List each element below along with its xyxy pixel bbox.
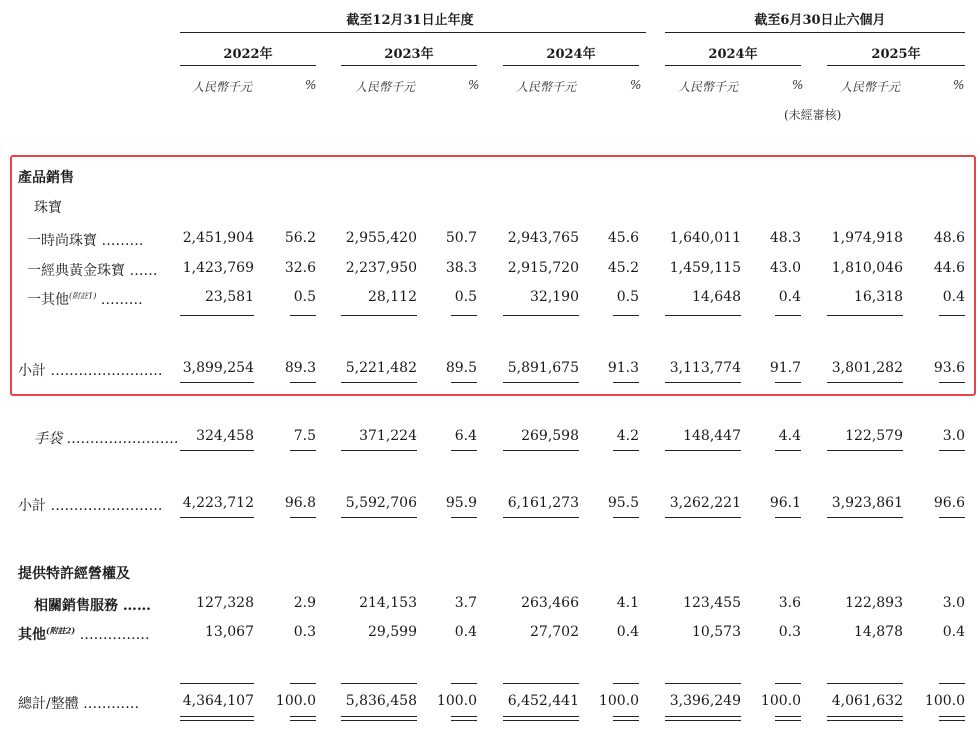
table-cell: 95.9 xyxy=(445,495,477,511)
table-cell: 3,899,254 xyxy=(182,360,254,376)
year-rule xyxy=(665,65,801,66)
rule xyxy=(939,517,965,518)
table-cell: 16,318 xyxy=(854,289,903,305)
table-cell: 100.0 xyxy=(275,693,316,709)
double-rule xyxy=(665,716,741,721)
rule xyxy=(827,315,903,316)
rule xyxy=(341,315,417,316)
unit-pct: % xyxy=(953,78,965,92)
table-cell: 269,598 xyxy=(521,428,579,444)
rule xyxy=(665,315,741,316)
table-cell: 38.3 xyxy=(445,260,477,276)
rule xyxy=(613,683,639,684)
row-label-related-services: 相關銷售服務 …… xyxy=(34,598,151,614)
table-cell: 100.0 xyxy=(760,693,801,709)
table-cell: 2,955,420 xyxy=(345,230,417,246)
rule xyxy=(290,382,316,383)
table-cell: 263,466 xyxy=(521,595,579,611)
table-cell: 4,364,107 xyxy=(182,693,254,709)
table-cell: 3.0 xyxy=(942,428,965,444)
rule xyxy=(613,517,639,518)
double-rule xyxy=(341,716,417,721)
table-cell: 3,262,221 xyxy=(669,495,741,511)
table-cell: 56.2 xyxy=(284,230,316,246)
rule xyxy=(290,517,316,518)
rule xyxy=(503,517,579,518)
table-cell: 48.3 xyxy=(769,230,801,246)
table-cell: 122,893 xyxy=(845,595,903,611)
table-cell: 5,221,482 xyxy=(345,360,417,376)
unit-rmb: 人民幣千元 xyxy=(192,80,253,94)
table-cell: 127,328 xyxy=(196,595,254,611)
row-label-handbags: 手袋 …………………… xyxy=(34,431,179,447)
table-cell: 2.9 xyxy=(293,595,316,611)
rule xyxy=(180,450,254,451)
unit-rmb: 人民幣千元 xyxy=(840,80,901,94)
rule xyxy=(180,517,254,518)
rule xyxy=(613,382,639,383)
row-label-classic-gold: 一經典黃金珠寶 …… xyxy=(27,263,158,279)
table-cell: 0.4 xyxy=(616,624,639,640)
rule xyxy=(775,315,801,316)
row-label-subtotal-2: 小計 …………………… xyxy=(18,498,163,514)
table-cell: 0.5 xyxy=(616,289,639,305)
rule xyxy=(180,382,254,383)
table-cell: 122,579 xyxy=(845,428,903,444)
note-1: (附註1) xyxy=(69,291,97,301)
table-cell: 13,067 xyxy=(205,624,254,640)
table-cell: 93.6 xyxy=(933,360,965,376)
table-cell: 5,891,675 xyxy=(507,360,579,376)
table-cell: 6,161,273 xyxy=(507,495,579,511)
rule xyxy=(939,450,965,451)
table-cell: 3.6 xyxy=(778,595,801,611)
table-cell: 6.4 xyxy=(454,428,477,444)
rule xyxy=(613,315,639,316)
unit-rmb: 人民幣千元 xyxy=(355,80,416,94)
table-cell: 96.8 xyxy=(284,495,316,511)
double-rule xyxy=(290,716,316,721)
row-label-total: 總計/整體 ………… xyxy=(18,696,140,712)
row-label-franchise: 提供特許經營權及 xyxy=(18,566,130,582)
table-cell: 148,447 xyxy=(683,428,741,444)
rule xyxy=(451,315,477,316)
row-label-subtotal-1: 小計 …………………… xyxy=(18,363,163,379)
rule xyxy=(939,683,965,684)
rule xyxy=(827,683,903,684)
table-cell: 214,153 xyxy=(359,595,417,611)
rule xyxy=(290,315,316,316)
table-cell: 10,573 xyxy=(692,624,741,640)
table-cell: 5,592,706 xyxy=(345,495,417,511)
rule xyxy=(451,517,477,518)
table-cell: 29,599 xyxy=(368,624,417,640)
table-cell: 0.5 xyxy=(454,289,477,305)
year-rule xyxy=(180,65,316,66)
double-rule xyxy=(451,716,477,721)
table-cell: 4,223,712 xyxy=(182,495,254,511)
rule xyxy=(290,683,316,684)
note-2: (附註2) xyxy=(46,625,76,636)
year-2024: 2024年 xyxy=(546,47,596,62)
double-rule xyxy=(827,716,903,721)
table-cell: 371,224 xyxy=(359,428,417,444)
rule xyxy=(180,683,254,684)
table-cell: 3,801,282 xyxy=(831,360,903,376)
table-cell: 3,396,249 xyxy=(669,693,741,709)
rule xyxy=(613,450,639,451)
table-cell: 3,113,774 xyxy=(669,360,741,376)
unit-pct: % xyxy=(305,78,317,92)
rule xyxy=(503,315,579,316)
table-cell: 0.3 xyxy=(778,624,801,640)
table-cell: 27,702 xyxy=(530,624,579,640)
table-cell: 45.6 xyxy=(607,230,639,246)
table-cell: 28,112 xyxy=(368,289,417,305)
table-cell: 100.0 xyxy=(924,693,965,709)
table-cell: 50.7 xyxy=(445,230,477,246)
rule xyxy=(827,382,903,383)
year-rule xyxy=(827,65,965,66)
table-cell: 45.2 xyxy=(607,260,639,276)
rule xyxy=(827,517,903,518)
table-cell: 23,581 xyxy=(205,289,254,305)
row-label-others-1: 一其他$^{(附註1)}$ ……… xyxy=(27,291,143,308)
table-cell: 4,061,632 xyxy=(831,693,903,709)
table-cell: 0.4 xyxy=(454,624,477,640)
rule xyxy=(665,450,741,451)
rule xyxy=(451,683,477,684)
unit-pct: % xyxy=(630,78,642,92)
rule xyxy=(827,450,903,451)
rule xyxy=(451,450,477,451)
table-cell: 96.1 xyxy=(769,495,801,511)
table-cell: 91.3 xyxy=(607,360,639,376)
table-cell: 100.0 xyxy=(436,693,477,709)
table-cell: 0.4 xyxy=(942,289,965,305)
row-label-fashion-jewelry: 一時尚珠寶 ……… xyxy=(27,233,144,249)
rule xyxy=(665,517,741,518)
table-cell: 32.6 xyxy=(284,260,316,276)
year-2022: 2022年 xyxy=(223,47,273,62)
row-label-product-sales: 產品銷售 xyxy=(18,170,74,186)
rule xyxy=(775,450,801,451)
table-cell: 1,974,918 xyxy=(831,230,903,246)
double-rule xyxy=(939,716,965,721)
rule xyxy=(341,382,417,383)
table-cell: 7.5 xyxy=(293,428,316,444)
table-cell: 2,943,765 xyxy=(507,230,579,246)
double-rule xyxy=(613,716,639,721)
double-rule xyxy=(180,716,254,721)
table-cell: 48.6 xyxy=(933,230,965,246)
table-cell: 14,878 xyxy=(854,624,903,640)
table-cell: 32,190 xyxy=(530,289,579,305)
table-cell: 96.6 xyxy=(933,495,965,511)
rule xyxy=(665,683,741,684)
rule xyxy=(180,315,254,316)
unit-pct: % xyxy=(468,78,480,92)
table-cell: 324,458 xyxy=(196,428,254,444)
table-cell: 0.4 xyxy=(778,289,801,305)
table-cell: 3.0 xyxy=(942,595,965,611)
header-full-year-rule xyxy=(180,32,646,33)
table-cell: 2,451,904 xyxy=(182,230,254,246)
year-2024-half: 2024年 xyxy=(708,47,758,62)
table-cell: 95.5 xyxy=(607,495,639,511)
table-cell: 100.0 xyxy=(598,693,639,709)
table-cell: 0.5 xyxy=(293,289,316,305)
table-cell: 43.0 xyxy=(769,260,801,276)
row-label-jewelry: 珠寶 xyxy=(34,200,62,216)
rule xyxy=(939,315,965,316)
double-rule xyxy=(503,716,579,721)
rule xyxy=(341,683,417,684)
rule xyxy=(503,683,579,684)
table-cell: 3.7 xyxy=(454,595,477,611)
unit-rmb: 人民幣千元 xyxy=(516,80,577,94)
rule xyxy=(290,450,316,451)
table-cell: 0.3 xyxy=(293,624,316,640)
table-cell: 6,452,441 xyxy=(507,693,579,709)
table-cell: 3,923,861 xyxy=(831,495,903,511)
unaudited-note: (未經審核) xyxy=(784,108,842,122)
year-rule xyxy=(341,65,477,66)
table-cell: 1,640,011 xyxy=(669,230,741,246)
rule xyxy=(775,382,801,383)
table-cell: 1,459,115 xyxy=(669,260,741,276)
row-label-others-2: 其他$^{(附註2)}$ …………… xyxy=(18,625,150,643)
header-half-year: 截至6月30日止六個月 xyxy=(754,13,886,28)
table-cell: 2,237,950 xyxy=(345,260,417,276)
table-cell: 1,423,769 xyxy=(182,260,254,276)
table-cell: 14,648 xyxy=(692,289,741,305)
table-cell: 4.1 xyxy=(616,595,639,611)
year-2025-half: 2025年 xyxy=(871,47,921,62)
table-cell: 4.2 xyxy=(616,428,639,444)
rule xyxy=(341,450,417,451)
table-cell: 1,810,046 xyxy=(831,260,903,276)
table-cell: 89.5 xyxy=(445,360,477,376)
year-rule xyxy=(503,65,639,66)
double-rule xyxy=(775,716,801,721)
table-cell: 2,915,720 xyxy=(507,260,579,276)
table-cell: 0.4 xyxy=(942,624,965,640)
table-cell: 44.6 xyxy=(933,260,965,276)
table-cell: 91.7 xyxy=(769,360,801,376)
table-cell: 123,455 xyxy=(683,595,741,611)
year-2023: 2023年 xyxy=(384,47,434,62)
unit-pct: % xyxy=(792,78,804,92)
rule xyxy=(665,382,741,383)
rule xyxy=(341,517,417,518)
header-half-year-rule xyxy=(665,32,965,33)
rule xyxy=(775,683,801,684)
rule xyxy=(775,517,801,518)
rule xyxy=(503,382,579,383)
header-full-year: 截至12月31日止年度 xyxy=(346,13,474,28)
table-cell: 5,836,458 xyxy=(345,693,417,709)
rule xyxy=(939,382,965,383)
table-cell: 89.3 xyxy=(284,360,316,376)
unit-rmb: 人民幣千元 xyxy=(678,80,739,94)
rule xyxy=(503,450,579,451)
rule xyxy=(451,382,477,383)
table-cell: 4.4 xyxy=(778,428,801,444)
